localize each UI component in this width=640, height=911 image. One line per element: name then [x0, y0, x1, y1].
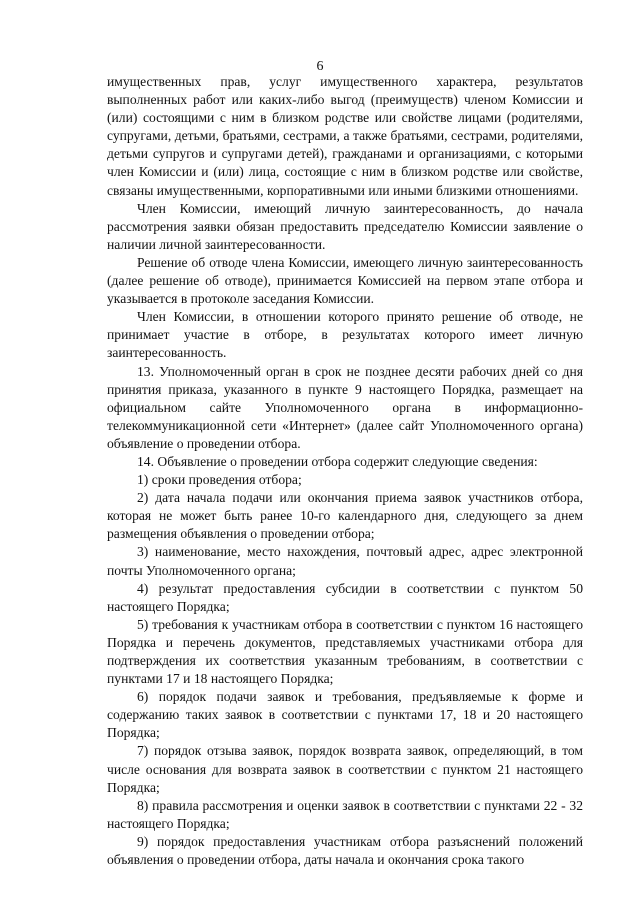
- list-item-1: 1) сроки проведения отбора;: [137, 472, 302, 488]
- paragraph-recused-member: Член Комиссии, в отношении которого принято решение об отводе, не принимает участие в отборе, в результатах которого имеет личную заинтересованность.: [107, 309, 583, 361]
- list-item-7: 7) порядок отзыва заявок, порядок возврата заявок, определяющий, в том числе основания для возврата заявок в соответствии с пунктом 21 настоящего Порядка;: [107, 743, 583, 795]
- paragraph-recusal-decision: Решение об отводе члена Комиссии, имеющего личную заинтересованность (далее решение об отводе), принимается Комиссией на первом этапе отбора и указывается в протоколе заседания Комиссии.: [107, 254, 583, 307]
- list-item-4: 4) результат предоставления субсидии в соответствии с пунктом 50 настоящего Порядка;: [107, 580, 583, 614]
- list-item-6: 6) порядок подачи заявок и требования, предъявляемые к форме и содержанию таких заявок в соответствии с пунктами 17, 18 и 20 настоящего Порядка;: [107, 689, 583, 741]
- paragraph-continuation: имущественных прав, услуг имущественного характера, результатов выполненных работ или каких-либо выгод (преимуществ) членом Комиссии и (или) состоящими с ним в близком родстве или свойстве лицами (родителями, супругами, детьми, братьями, сестрами, а также братьями, сестрами, родителями, детьми супругов и супругами детей), гражданами и организациями, с которыми член Комиссии и (или) лица, состоящие с ним в близком родстве или свойстве, связаны имущественными, корпоративными или иными близкими отношениями.: [107, 74, 583, 198]
- list-item-5: 5) требования к участникам отбора в соответствии с пунктом 16 настоящего Порядка и перечень документов, представляемых участниками отбора для подтверждения их соответствия указанным требованиям, в соответствии с пунктами 17 и 18 настоящего Порядка;: [107, 616, 583, 687]
- list-item-3: 3) наименование, место нахождения, почтовый адрес, адрес электронной почты Уполномоченного органа;: [107, 544, 583, 578]
- paragraph-item-14: 14. Объявление о проведении отбора содержит следующие сведения:: [137, 453, 538, 469]
- paragraph-item-13: 13. Уполномоченный орган в срок не позднее десяти рабочих дней со дня принятия приказа, указанного в пункте 9 настоящего Порядка, размещает на официальном сайте Уполномоченного органа в информационно-телекоммуникационной сети «Интернет» (далее сайт Уполномоченного органа) объявление о проведении отбора.: [107, 363, 583, 451]
- list-item-9: 9) порядок предоставления участникам отбора разъяснений положений объявления о проведении отбора, даты начала и окончания срока такого: [107, 833, 583, 868]
- list-item-2: 2) дата начала подачи или окончания приема заявок участников отбора, которая не может быть ранее 10-го календарного дня, следующего за днем размещения объявления о проведении отбора;: [107, 490, 583, 542]
- list-item-8: 8) правила рассмотрения и оценки заявок в соответствии с пунктами 22 - 32 настоящего Порядка;: [107, 797, 583, 831]
- paragraph-conflict-statement: Член Комиссии, имеющий личную заинтересованность, до начала рассмотрения заявки обязан предоставить председателю Комиссии заявление о наличии личной заинтересованности.: [107, 200, 583, 252]
- page-number: 6: [316, 59, 324, 74]
- document-body: [107, 73, 583, 869]
